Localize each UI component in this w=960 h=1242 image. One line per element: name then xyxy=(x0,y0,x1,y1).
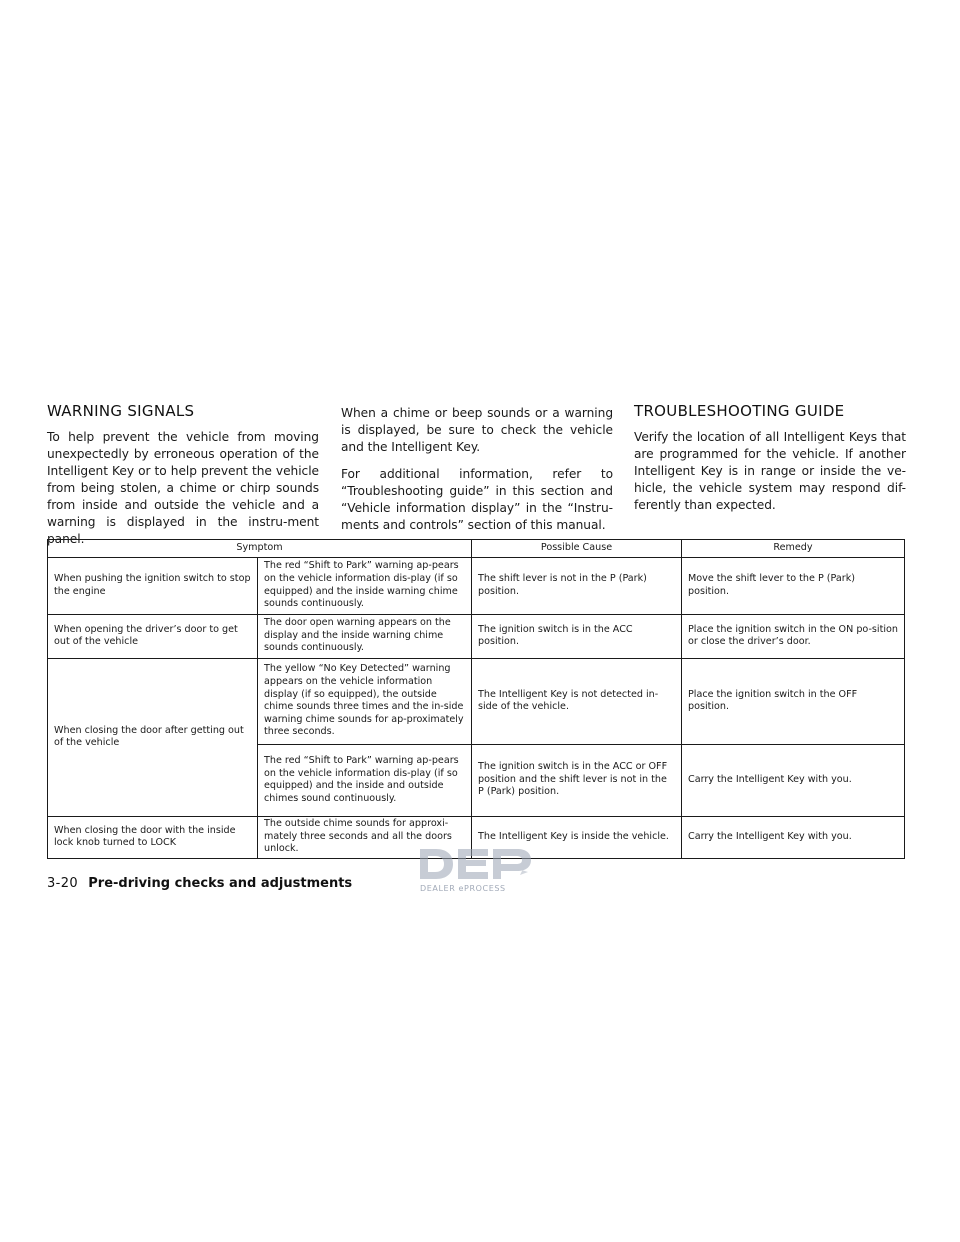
table-row xyxy=(48,557,905,614)
cause-cell: The shift lever is not in the P (Park) position. xyxy=(472,557,682,614)
remedy-cell: Carry the Intelligent Key with you. xyxy=(682,744,905,816)
symptom-cell: When pushing the ignition switch to stop the engine xyxy=(48,557,258,614)
watermark-tagline: DEALER ePROCESS xyxy=(420,884,506,893)
symptom-cell: When opening the driver’s door to get out of the vehicle xyxy=(48,614,258,658)
header-possible-cause: Possible Cause xyxy=(472,540,682,558)
page-number: 3-20 xyxy=(47,876,79,891)
cause-cell: The Intelligent Key is not detected in-side of the vehicle. xyxy=(472,658,682,744)
troubleshooting-heading: TROUBLESHOOTING GUIDE xyxy=(634,402,845,420)
symptom-detail-cell: The red “Shift to Park” warning ap-pears on the vehicle information dis-play (if so equipped) and the inside warning chime sounds continuously. xyxy=(258,557,472,614)
symptom-detail-cell: The yellow “No Key Detected” warning appears on the vehicle information display (if so equipped), the outside chime sounds three times and the in-side warning chime sounds for ap-proximately three seconds. xyxy=(258,658,472,744)
page-footer xyxy=(47,876,352,891)
table-header-row xyxy=(48,540,905,558)
header-remedy: Remedy xyxy=(682,540,905,558)
dealer-eprocess-logo-icon xyxy=(414,845,546,895)
warning-signals-paragraph: To help prevent the vehicle from moving unexpectedly by erroneous operation of the Intelligent Key or to help prevent the vehicle from being stolen, a chime or chirp sounds from inside and outside the vehicle and a warning is displayed in the instru-ment panel. xyxy=(47,430,319,546)
cause-cell: The ignition switch is in the ACC position. xyxy=(472,614,682,658)
troubleshooting-table xyxy=(47,539,905,859)
warning-signals-section xyxy=(47,402,319,558)
remedy-cell: Place the ignition switch in the ON po-sition or close the driver’s door. xyxy=(682,614,905,658)
chime-check-paragraph: When a chime or beep sounds or a warning is displayed, be sure to check the vehicle and the Intelligent Key. xyxy=(341,406,613,454)
symptom-cell: When closing the door with the inside lock knob turned to LOCK xyxy=(48,816,258,858)
cause-cell: The Intelligent Key is inside the vehicle. xyxy=(472,816,682,858)
table-row xyxy=(48,658,905,744)
symptom-detail-cell: The red “Shift to Park” warning ap-pears on the vehicle information dis-play (if so equipped) and the inside and outside chimes sound continuously. xyxy=(258,744,472,816)
remedy-cell: Carry the Intelligent Key with you. xyxy=(682,816,905,858)
header-symptom: Symptom xyxy=(48,540,472,558)
remedy-cell: Place the ignition switch in the OFF position. xyxy=(682,658,905,744)
cause-cell: The ignition switch is in the ACC or OFF position and the shift lever is not in the P (Park) position. xyxy=(472,744,682,816)
warning-signals-heading: WARNING SIGNALS xyxy=(47,402,195,420)
table-row xyxy=(48,614,905,658)
symptom-cell: When closing the door after getting out of the vehicle xyxy=(48,658,258,816)
warning-signals-continued xyxy=(341,405,613,544)
troubleshooting-paragraph: Verify the location of all Intelligent Keys that are programmed for the vehicle. If another Intelligent Key is in range or inside the ve-hicle, the vehicle system may respond dif-ferently than expected. xyxy=(634,430,906,512)
remedy-cell: Move the shift lever to the P (Park) position. xyxy=(682,557,905,614)
symptom-detail-cell: The outside chime sounds for approxi-mately three seconds and all the doors unlock. xyxy=(258,816,472,858)
symptom-detail-cell: The door open warning appears on the display and the inside warning chime sounds continuously. xyxy=(258,614,472,658)
additional-info-paragraph: For additional information, refer to “Troubleshooting guide” in this section and “Vehicle information display” in the “Instru-ments and controls” section of this manual. xyxy=(341,467,613,532)
section-title: Pre-driving checks and adjustments xyxy=(88,876,353,891)
troubleshooting-section xyxy=(634,402,906,524)
